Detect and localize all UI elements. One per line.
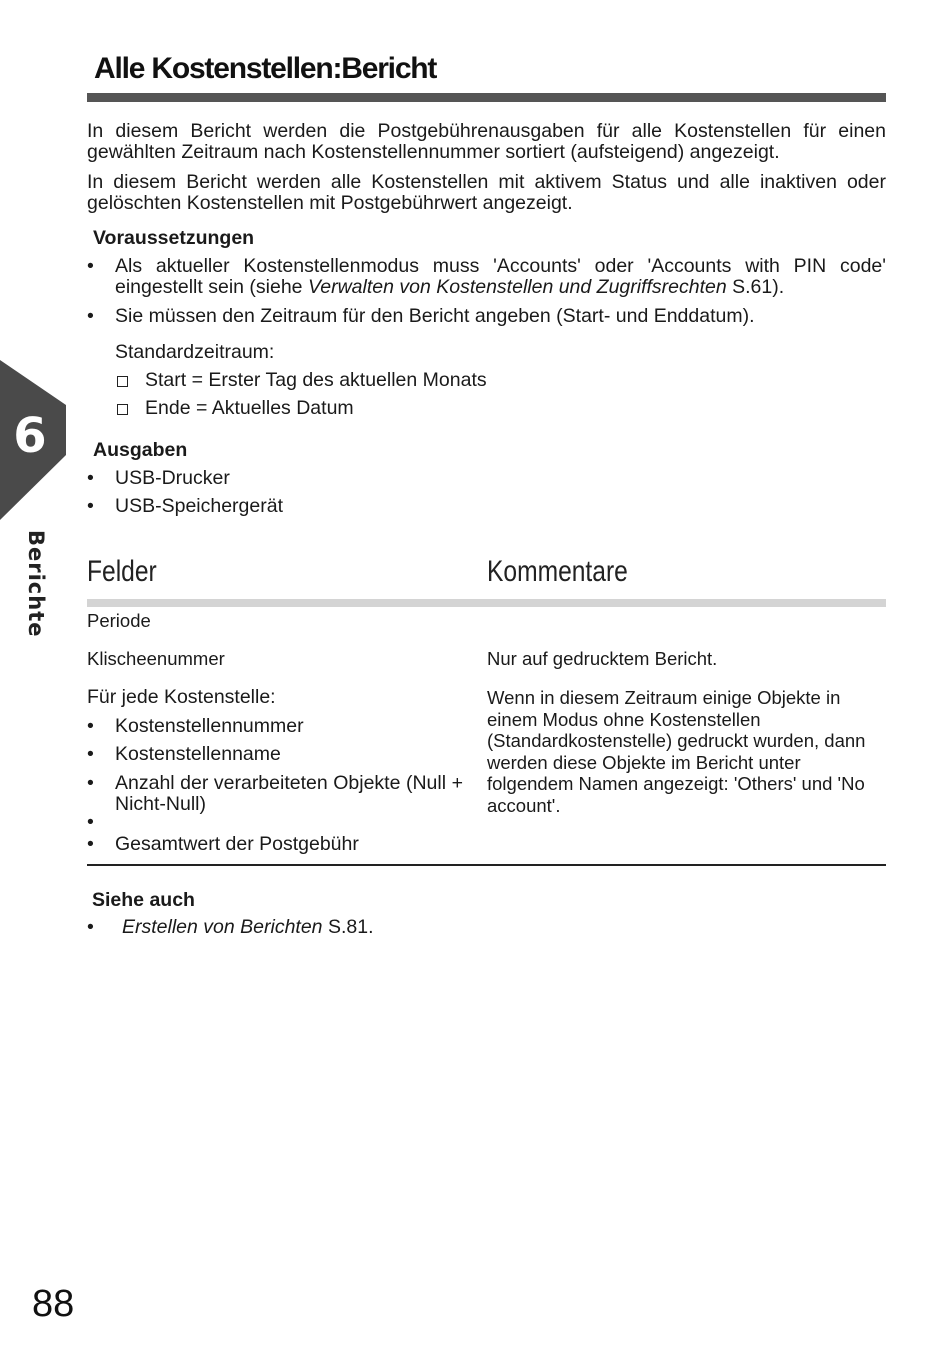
default-start: Start = Erster Tag des aktuellen Monats <box>145 369 487 391</box>
field-period: Periode <box>87 610 151 631</box>
chapter-label: Berichte <box>24 530 48 638</box>
page-reference: S.61). <box>726 276 785 298</box>
intro-paragraph-1: In diesem Bericht werden die Postgebührenausgaben für alle Kostenstellen für einen gewählten Zeitraum nach Kostenstellennummer sortiert (aufsteigend) angezeigt. <box>87 120 886 163</box>
table-header-rule <box>87 599 886 607</box>
page-title: Alle Kostenstellen:Bericht <box>94 52 437 85</box>
default-end: Ende = Aktuelles Datum <box>145 397 354 419</box>
column-header-comments: Kommentare <box>487 555 628 588</box>
see-also-heading: Siehe auch <box>92 889 195 911</box>
checkbox-square-icon <box>117 376 128 387</box>
bullet: • <box>87 772 94 794</box>
prerequisite-text: Als aktueller Kostenstellenmodus muss 'Accounts' oder 'Accounts with PIN code' eingestellt sein (siehe <box>115 255 886 298</box>
page-number: 88 <box>32 1283 75 1325</box>
page-reference: S.81. <box>322 916 374 938</box>
title-rule <box>87 93 886 102</box>
column-header-fields: Felder <box>87 555 157 588</box>
prerequisites-heading: Voraussetzungen <box>93 227 255 249</box>
bullet: • <box>87 833 94 855</box>
checkbox-square-icon <box>117 404 128 415</box>
field-plate-number: Klischeenummer <box>87 648 225 669</box>
field-per-account: Für jede Kostenstelle: <box>87 686 276 708</box>
table-bottom-rule <box>87 864 886 866</box>
prerequisite-text: Sie müssen den Zeitraum für den Bericht angeben (Start- und Enddatum). <box>115 305 755 327</box>
bullet: • <box>87 715 94 737</box>
bullet: • <box>87 495 94 517</box>
chapter-number: 6 <box>13 408 47 464</box>
bullet: • <box>87 255 94 277</box>
comment-plate-number: Nur auf gedrucktem Bericht. <box>487 648 718 669</box>
comment-per-account: Wenn in diesem Zeitraum einige Objekte in einem Modus ohne Kostenstellen (Standardkostenstelle) gedruckt wurden, dann werden diese Objekte im Bericht unter folgendem Namen angezeigt: 'Others' und 'No account'. <box>487 687 866 816</box>
bullet: • <box>87 916 94 938</box>
bullet: • <box>87 305 94 327</box>
intro-paragraph-2: In diesem Bericht werden alle Kostenstellen mit aktivem Status und alle inaktiven oder gelöschten Kostenstellen mit Postgebührwert angezeigt. <box>87 171 886 214</box>
cross-reference-link[interactable]: Erstellen von Berichten <box>122 916 323 938</box>
bullet: • <box>87 467 94 489</box>
default-period-label: Standardzeitraum: <box>115 341 275 363</box>
bullet: • <box>87 811 94 833</box>
bullet: • <box>87 743 94 765</box>
cross-reference-link[interactable]: Verwalten von Kostenstellen und Zugriffsrechten <box>307 276 727 298</box>
outputs-heading: Ausgaben <box>93 439 188 461</box>
